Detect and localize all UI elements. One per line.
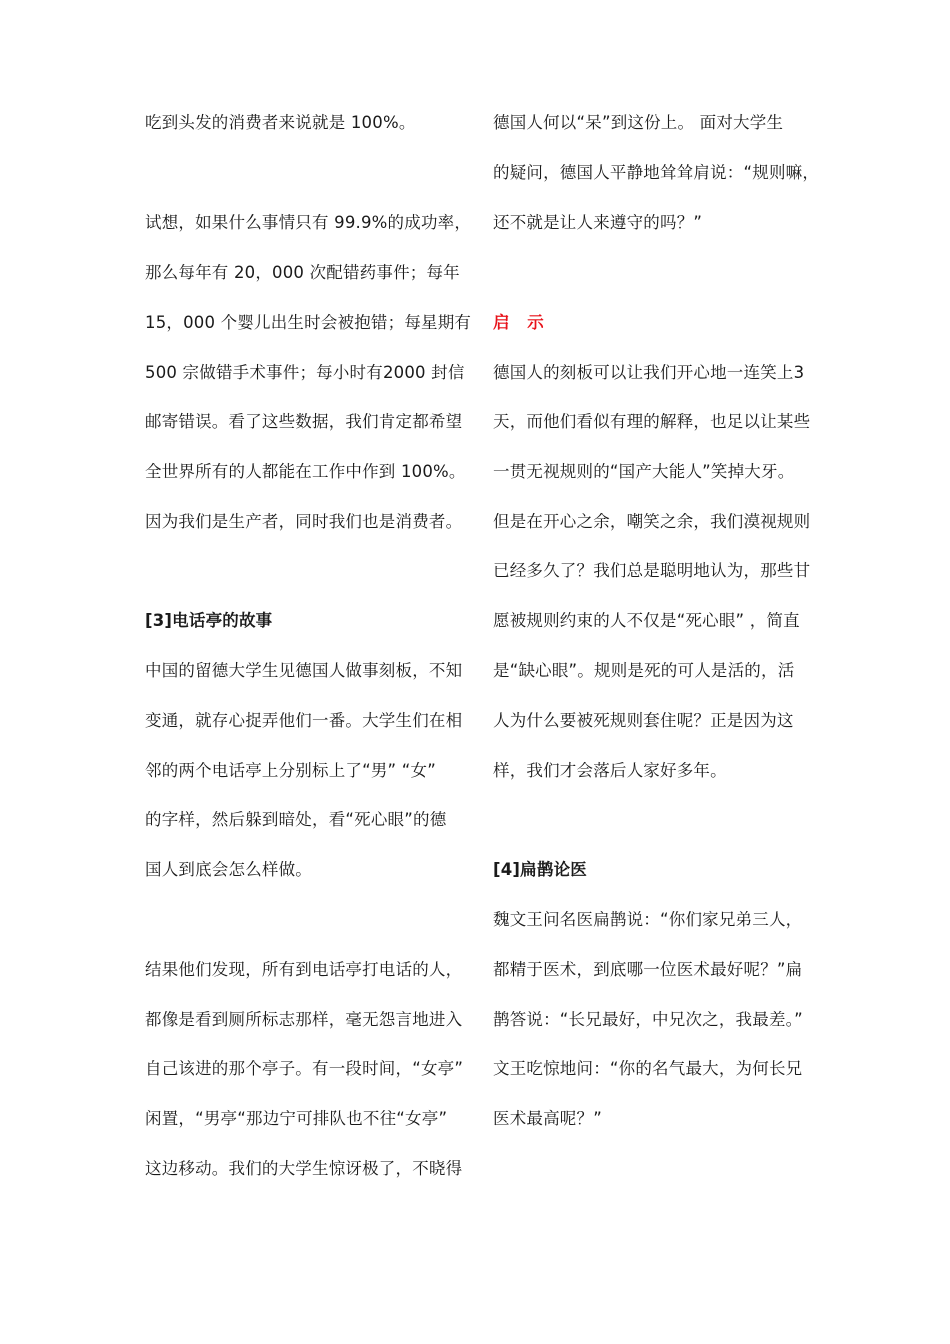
paragraph-line: 变通，就存心捉弄他们一番。大学生们在相 — [145, 711, 463, 730]
paragraph-line: 自己该进的那个亭子。有一段时间，“女亭” — [145, 1059, 464, 1078]
paragraph-line: 结果他们发现，所有到电话亭打电话的人， — [145, 960, 463, 979]
paragraph-line: 全世界所有的人都能在工作中作到 100%。 — [145, 462, 466, 481]
paragraph-line: 闲置，“男亭“那边宁可排队也不往“女亭” — [145, 1109, 448, 1128]
paragraph-line: 因为我们是生产者，同时我们也是消费者。 — [145, 512, 463, 531]
paragraph-line: 邮寄错误。看了这些数据，我们肯定都希望 — [145, 412, 463, 431]
paragraph-line: 500 宗做错手术事件；每小时有2000 封信 — [145, 363, 465, 382]
paragraph-line: 人为什么要被死规则套住呢？正是因为这 — [493, 711, 794, 730]
paragraph-line: 都像是看到厕所标志那样，毫无怨言地进入 — [145, 1010, 463, 1029]
paragraph-line: 但是在开心之余，嘲笑之余，我们漠视规则 — [493, 512, 811, 531]
paragraph-line: 愿被规则约束的人不仅是“死心眼” ，简直 — [493, 611, 800, 630]
paragraph-line: 15，000 个婴儿出生时会被抱错；每星期有 — [145, 313, 472, 332]
paragraph-line: 鹊答说：“长兄最好，中兄次之，我最差。” — [493, 1010, 803, 1029]
paragraph-line: 的字样，然后躲到暗处，看“死心眼”的德 — [145, 810, 447, 829]
paragraph-line: 医术最高呢？” — [493, 1109, 602, 1128]
paragraph-line: 国人到底会怎么样做。 — [145, 860, 312, 879]
paragraph-line: 是“缺心眼”。规则是死的可人是活的，活 — [493, 661, 795, 680]
paragraph-line: 魏文王问名医扁鹊说：“你们家兄弟三人， — [493, 910, 803, 929]
paragraph-line: 的疑问，德国人平静地耸耸肩说：“规则嘛， — [493, 163, 820, 182]
paragraph-line: 都精于医术，到底哪一位医术最好呢？”扁 — [493, 960, 803, 979]
paragraph-line: 邻的两个电话亭上分别标上了“男” “女” — [145, 761, 436, 780]
paragraph-line: 样，我们才会落后人家好多年。 — [493, 761, 727, 780]
paragraph-line: 吃到头发的消费者来说就是 100%。 — [145, 113, 416, 132]
paragraph-line: 中国的留德大学生见德国人做事刻板，不知 — [145, 661, 463, 680]
paragraph-line: 文王吃惊地问：“你的名气最大，为何长兄 — [493, 1059, 803, 1078]
paragraph-line: 天，而他们看似有理的解释，也足以让某些 — [493, 412, 811, 431]
section-heading-3: [3]电话亭的故事 — [145, 611, 273, 630]
section-heading-4: [4]扁鹊论医 — [493, 860, 587, 879]
paragraph-line: 那么每年有 20，000 次配错药事件；每年 — [145, 263, 460, 282]
paragraph-line: 试想，如果什么事情只有 99.9%的成功率， — [145, 213, 472, 232]
paragraph-line: 还不就是让人来遵守的吗？” — [493, 213, 703, 232]
paragraph-line: 一贯无视规则的“国产大能人”笑掉大牙。 — [493, 462, 795, 481]
paragraph-line: 德国人的刻板可以让我们开心地一连笑上3 — [493, 363, 805, 382]
paragraph-line: 已经多久了？我们总是聪明地认为，那些甘 — [493, 561, 811, 580]
paragraph-line: 德国人何以“呆”到这份上。 面对大学生 — [493, 113, 784, 132]
section-heading-qishi: 启 示 — [493, 313, 550, 332]
paragraph-line: 这边移动。我们的大学生惊讶极了，不晓得 — [145, 1159, 463, 1178]
